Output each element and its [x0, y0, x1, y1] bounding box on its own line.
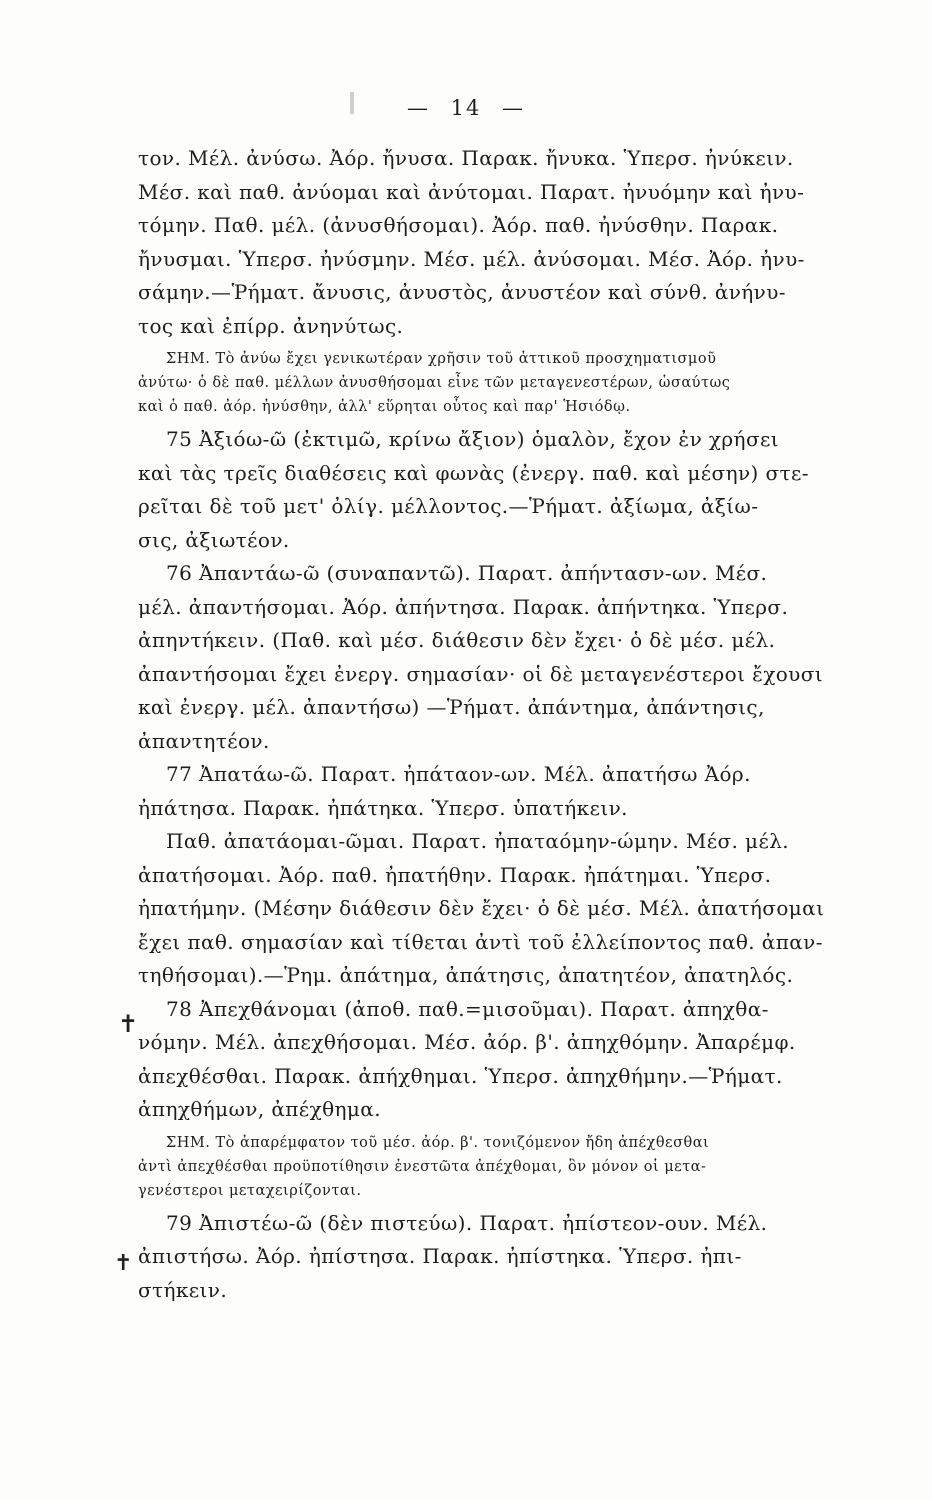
note-line: καὶ ὁ παθ. ἀόρ. ἠνύσθην, ἀλλ' εὕρηται οὗτος καὶ παρ' Ἡσιόδῳ.	[138, 399, 631, 415]
text-line: στήκειν.	[138, 1277, 228, 1302]
header-dash-left: —	[406, 96, 430, 120]
entry-headline: 75 Ἀξιόω-ῶ (ἐκτιμῶ, κρίνω ἄξιον) ὁμαλὸν, ἔχον ἐν χρήσει	[166, 427, 779, 451]
text-line: τόμην. Παθ. μέλ. (ἀνυσθήσομαι). Ἀόρ. παθ. ἠνύσθην. Παρακ.	[138, 213, 779, 237]
page-header	[0, 96, 932, 120]
note-line: ἀνύτω· ὁ δὲ παθ. μέλλων ἀνυσθήσομαι εἶνε τῶν μεταγενεστέρων, ὡσαύτως	[138, 375, 731, 391]
entry-headline: 79 Ἀπιστέω-ῶ (δὲν πιστεύω). Παρατ. ἠπίστεον-ουν. Μέλ.	[166, 1210, 768, 1235]
text-line: καὶ ἐνεργ. μέλ. ἀπαντήσω) —Ῥήματ. ἀπάντημα, ἀπάντησις,	[138, 695, 765, 719]
text-line: ἀπατήσομαι. Ἀόρ. παθ. ἠπατήθην. Παρακ. ἠπάτημαι. Ὑπερσ.	[138, 862, 772, 887]
continuation-paragraph	[138, 142, 805, 343]
entry-78	[138, 993, 798, 1127]
text-line: νόμην. Μέλ. ἀπεχθήσομαι. Μέσ. ἀόρ. β'. ἀπηχθόμην. Ἀπαρέμφ.	[138, 1030, 796, 1054]
note-line: γενέστεροι μεταχειρίζονται.	[138, 1182, 362, 1199]
text-line: Παθ. ἀπατάομαι-ῶμαι. Παρατ. ἠπαταόμην-ώμην. Μέσ. μέλ.	[166, 829, 790, 853]
text-line: τηθήσομαι).—Ῥημ. ἀπάτημα, ἀπάτησις, ἀπατητέον, ἀπατηλός.	[138, 963, 794, 987]
text-line: ρεῖται δὲ τοῦ μετ' ὀλίγ. μέλλοντος.—Ῥήματ. ἀξίωμα, ἀξίω-	[138, 494, 759, 518]
text-line: ἀπηντήκειν. (Παθ. καὶ μέσ. διάθεσιν δὲν ἔχει· ὁ δὲ μέσ. μέλ.	[138, 628, 776, 652]
entry-headline: 78 Ἀπεχθάνομαι (ἀποθ. παθ.=μισοῦμαι). Παρατ. ἀπηχθα-	[166, 996, 769, 1021]
entry-headline: 76 Ἀπαντάω-ῶ (συναπαντῶ). Παρατ. ἀπήντασν-ων. Μέσ.	[166, 561, 768, 585]
note-line: ἀντὶ ἀπεχθέσθαι προϋποτίθησιν ἐνεστῶτα ἀπέχθομαι, ὃν μόνον οἱ μετα-	[138, 1158, 707, 1175]
text-line: μέλ. ἀπαντήσομαι. Ἀόρ. ἀπήντησα. Παρακ. ἀπήντηκα. Ὑπερσ.	[138, 594, 789, 619]
margin-mark-entry-79: ✝	[114, 1251, 133, 1276]
note-paragraph-2	[138, 1131, 798, 1203]
text-line: σάμην.—Ῥήματ. ἄνυσις, ἀνυστὸς, ἀνυστέον καὶ σύνθ. ἀνήνυ-	[138, 280, 786, 304]
text-line: τον. Μέλ. ἀνύσω. Ἀόρ. ἤνυσα. Παρακ. ἤνυκα. Ὑπερσ. ἠνύκειν.	[138, 146, 794, 170]
entry-headline: 77 Ἀπατάω-ῶ. Παρατ. ἠπάταον-ων. Μέλ. ἀπατήσω Ἀόρ.	[166, 762, 751, 786]
note-line: ΣΗΜ. Τὸ ἀνύω ἔχει γενικωτέραν χρῆσιν τοῦ ἀττικοῦ προσχηματισμοῦ	[166, 351, 717, 367]
text-line: ἀπεχθέσθαι. Παρακ. ἀπήχθημαι. Ὑπερσ. ἀπηχθήμην.—Ῥήματ.	[138, 1063, 783, 1088]
text-line: σις, ἀξιωτέον.	[138, 527, 290, 552]
entry-77	[138, 758, 825, 993]
margin-mark-entry-78: ✝	[118, 1010, 139, 1038]
text-line: ἀπιστήσω. Ἀόρ. ἠπίστησα. Παρακ. ἠπίστηκα. Ὑπερσ. ἠπι-	[138, 1244, 742, 1268]
page-number: 14	[450, 96, 482, 120]
text-line: ἠπατήμην. (Μέσην διάθεσιν δὲν ἔχει· ὁ δὲ μέσ. Μέλ. ἀπατήσομαι	[138, 896, 825, 920]
text-line: ἀπηχθήμων, ἀπέχθημα.	[138, 1097, 381, 1121]
text-line: Μέσ. καὶ παθ. ἀνύομαι καὶ ἀνύτομαι. Παρατ. ἠνυόμην καὶ ἠνυ-	[138, 179, 805, 204]
text-line: τος καὶ ἐπίρρ. ἀνηνύτως.	[138, 313, 404, 338]
text-line: ἤνυσμαι. Ὑπερσ. ἠνύσμην. Μέσ. μέλ. ἀνύσομαι. Μέσ. Ἀόρ. ἠνυ-	[138, 246, 805, 271]
text-line: ἀπαντήσομαι ἔχει ἐνεργ. σημασίαν· οἱ δὲ μεταγενέστεροι ἔχουσι	[138, 661, 824, 686]
text-line: ἠπάτησα. Παρακ. ἠπάτηκα. Ὑπερσ. ὑπατήκειν.	[138, 795, 628, 820]
text-line: ἔχει παθ. σημασίαν καὶ τίθεται ἀντὶ τοῦ ἐλλείποντος παθ. ἀπαν-	[138, 929, 823, 954]
page-body	[138, 142, 825, 1307]
text-line: ἀπαντητέον.	[138, 728, 270, 753]
entry-75	[138, 423, 809, 557]
note-line: ΣΗΜ. Τὸ ἀπαρέμφατον τοῦ μέσ. ἀόρ. β'. τονιζόμενον ἤδη ἀπέχθεσθαι	[166, 1134, 710, 1151]
entry-76	[138, 557, 824, 758]
entry-79	[138, 1207, 798, 1308]
note-paragraph-1	[138, 347, 798, 419]
text-line: καὶ τὰς τρεῖς διαθέσεις καὶ φωνὰς (ἐνεργ. παθ. καὶ μέσην) στε-	[138, 460, 809, 485]
header-dash-right: —	[502, 96, 526, 120]
